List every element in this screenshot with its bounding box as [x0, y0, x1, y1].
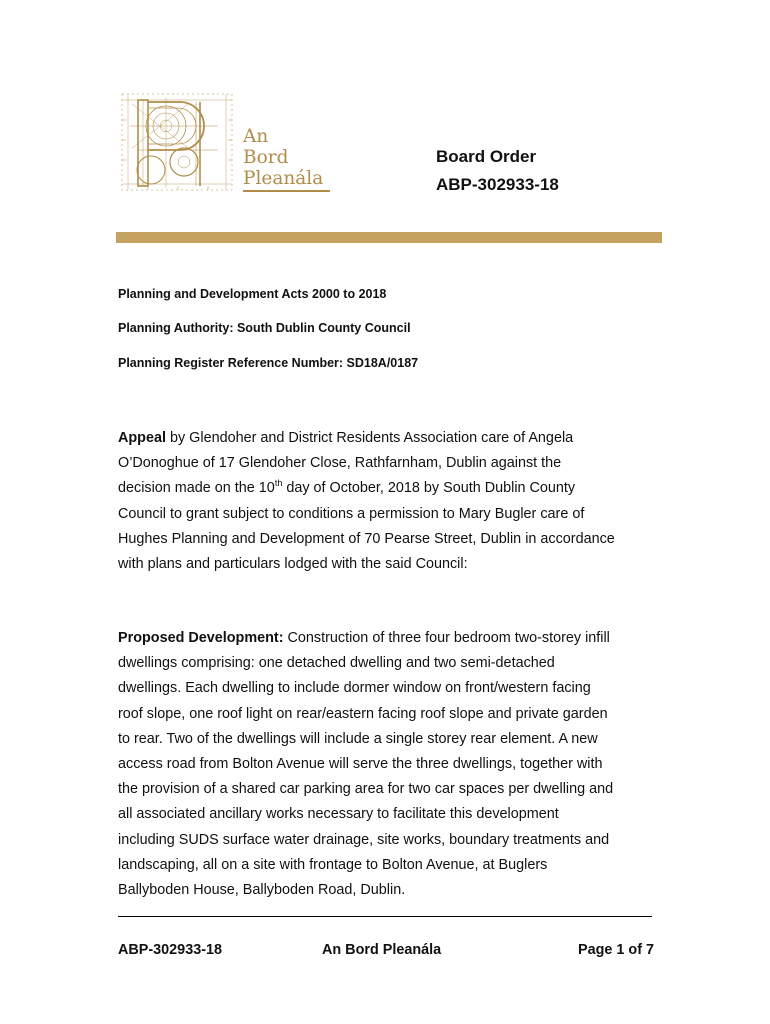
appeal-line-1: by Glendoher and District Residents Association care of Angela — [165, 430, 574, 446]
planning-acts: Planning and Development Acts 2000 to 2018 — [118, 287, 387, 301]
logo-wordmark-line2: Bord — [243, 147, 289, 168]
appeal-line-4: Council to grant subject to conditions a permission to Mary Bugler care of — [118, 505, 585, 522]
appeal-line-3b: day of October, 2018 by South Dublin County — [282, 480, 576, 497]
appeal-line-2: O’Donoghue of 17 Glendoher Close, Rathfarnham, Dublin against the — [118, 455, 562, 472]
proposed-line-1: Construction of three four bedroom two-storey infill — [283, 630, 610, 646]
appeal-lead: Appeal — [118, 430, 166, 446]
footer-rule — [118, 916, 652, 917]
logo-wordmark-line1: An — [243, 126, 269, 147]
planning-authority: Planning Authority: South Dublin County Council — [118, 321, 411, 335]
proposed-line-6: access road from Bolton Avenue will serve the three dwellings, together with — [118, 756, 603, 773]
footer-page-number: Page 1 of 7 — [578, 942, 654, 958]
logo-wordmark-line3: Pleanála — [243, 168, 324, 189]
proposed-line-10: landscaping, all on a site with frontage to Bolton Avenue, at Buglers — [118, 856, 548, 873]
proposed-line-3: dwellings. Each dwelling to include dormer window on front/western facing — [118, 680, 591, 697]
header-divider-bar — [116, 232, 662, 243]
appeal-paragraph — [118, 426, 658, 577]
appeal-ordinal-suffix: th — [274, 478, 283, 489]
board-order-heading — [436, 143, 559, 199]
logo-underline — [243, 190, 330, 192]
appeal-line-3a: decision made on the 10 — [118, 480, 275, 497]
proposed-development-paragraph — [118, 626, 658, 903]
logo-wordmark — [243, 126, 323, 189]
footer-reference: ABP-302933-18 — [118, 942, 222, 958]
proposed-line-4: roof slope, one roof light on rear/eastern facing roof slope and private garden — [118, 705, 608, 722]
proposed-line-11: Ballyboden House, Ballyboden Road, Dublin. — [118, 882, 406, 899]
appeal-line-6: with plans and particulars lodged with the said Council: — [118, 556, 468, 573]
board-order-title: Board Order — [436, 147, 537, 166]
board-order-reference: ABP-302933-18 — [436, 175, 559, 194]
proposed-line-7: the provision of a shared car parking area for two car spaces per dwelling and — [118, 781, 614, 798]
proposed-line-2: dwellings comprising: one detached dwelling and two semi-detached — [118, 655, 555, 672]
appeal-line-5: Hughes Planning and Development of 70 Pearse Street, Dublin in accordance — [118, 530, 615, 547]
proposed-line-8: all associated ancillary works necessary to facilitate this development — [118, 806, 559, 823]
proposed-line-9: including SUDS surface water drainage, site works, boundary treatments and — [118, 831, 610, 848]
footer-organisation: An Bord Pleanála — [322, 942, 442, 958]
planning-register-reference: Planning Register Reference Number: SD18A/0187 — [118, 356, 419, 370]
proposed-line-5: to rear. Two of the dwellings will include a single storey rear element. A new — [118, 730, 598, 747]
proposed-development-lead: Proposed Development: — [118, 630, 284, 646]
